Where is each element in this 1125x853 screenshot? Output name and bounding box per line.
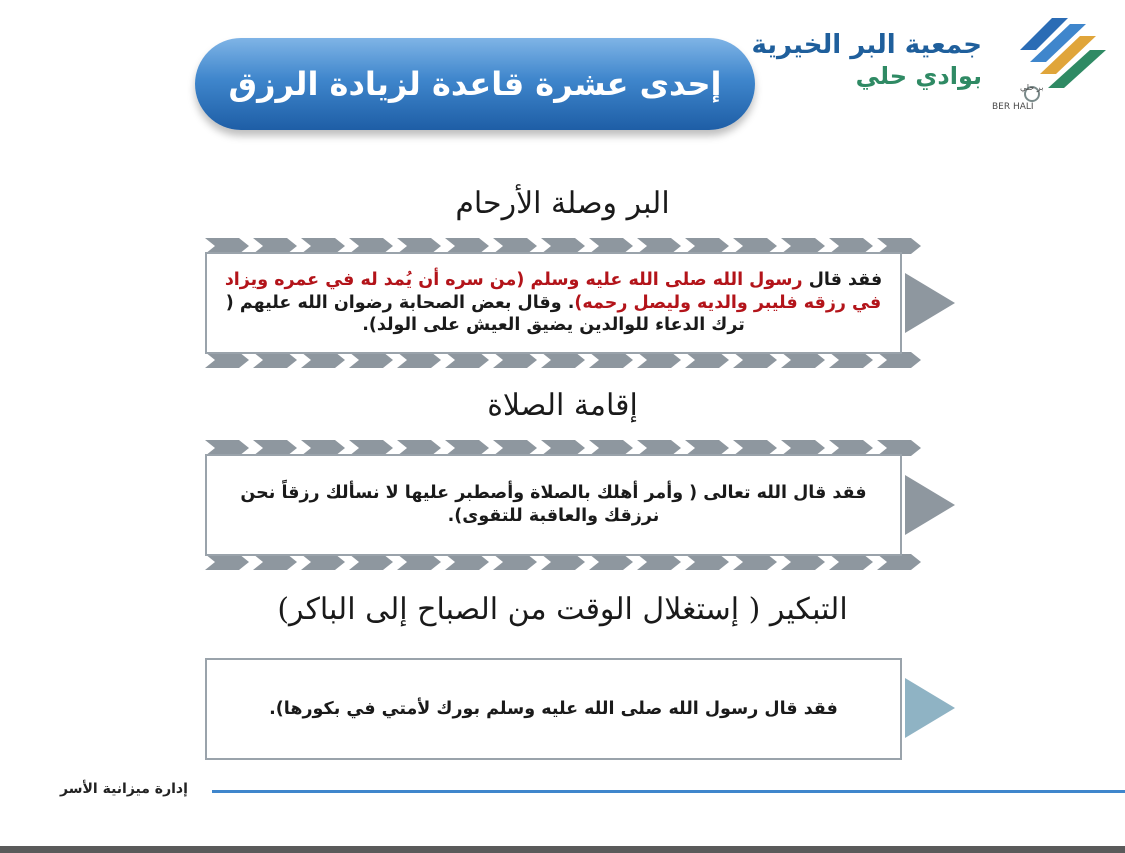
bottom-bar	[0, 846, 1125, 853]
slide-title: إحدى عشرة قاعدة لزيادة الرزق	[228, 65, 722, 103]
section-text: فقد قال رسول الله صلى الله عليه وسلم بورك لأمتي في بكورها).	[269, 698, 838, 719]
logo-location: بوادي حلي	[855, 62, 982, 90]
logo-text	[751, 30, 982, 90]
arrow-right-icon	[905, 678, 955, 738]
section-heading-early-rising: التبكير ( إستغلال الوقت من الصباح إلى الباكر)	[277, 592, 848, 627]
text-card	[205, 454, 902, 556]
logo-mark-icon	[990, 10, 1110, 115]
title-banner	[195, 38, 755, 130]
arrow-right-icon	[905, 475, 955, 535]
svg-text:BER HALI: BER HALI	[992, 102, 1034, 112]
svg-text:بر حلي: بر حلي	[1020, 83, 1044, 92]
chevron-band-bottom	[205, 554, 925, 570]
chevron-band-bottom	[205, 352, 925, 368]
organization-logo	[751, 10, 1110, 115]
text-card	[205, 252, 902, 354]
text-card	[205, 658, 902, 760]
section-heading-prayer: إقامة الصلاة	[487, 388, 638, 423]
footer-label: إدارة ميزانية الأسر	[60, 781, 188, 797]
section-heading-kinship: البر وصلة الأرحام	[455, 186, 670, 221]
section-card-prayer	[205, 440, 955, 570]
section-text: فقد قال الله تعالى ( وأمر أهلك بالصلاة وأصطبر عليها لا نسألك رزقاً نحن نرزقك والعاقبة للتقوى).	[240, 483, 867, 526]
arrow-right-icon	[905, 273, 955, 333]
logo-name: جمعية البر الخيرية	[751, 30, 982, 60]
footer-divider	[212, 790, 1125, 793]
section-card-kinship	[205, 238, 955, 368]
section-text: فقد قال رسول الله صلى الله عليه وسلم (من سره أن يُمد له في عمره ويزاد في رزقه فليبر والديه وليصل رحمه). وقال بعض الصحابة رضوان الله عليهم ( ترك الدعاء للوالدين يضيق العيش على الولد).	[224, 269, 883, 336]
section-card-early-rising	[205, 654, 955, 762]
